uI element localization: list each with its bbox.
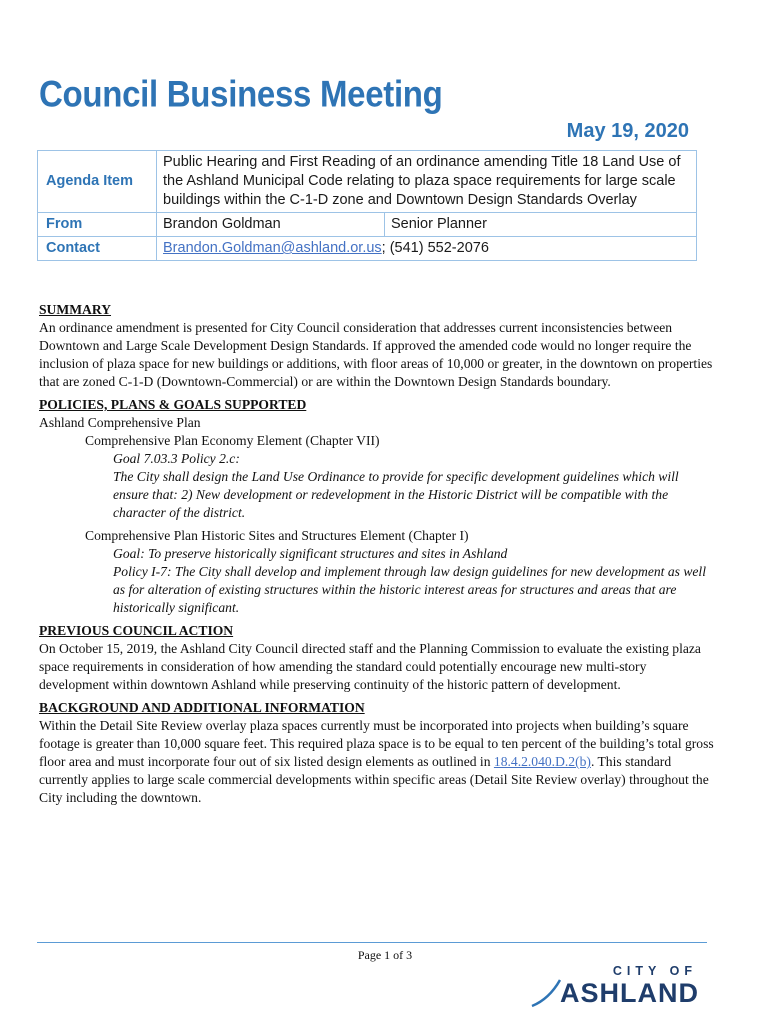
agenda-label: Agenda Item (38, 151, 157, 213)
contact-email-link[interactable]: Brandon.Goldman@ashland.or.us (163, 240, 382, 256)
background-text-after: . This standard currently applies to large scale commercial developments within specific areas (Detail Site Review overlay) throughout the City including the downtown. (39, 754, 709, 805)
policies-element-economy: Comprehensive Plan Economy Element (Chapter VII) (85, 433, 380, 448)
page-title: Council Business Meeting (39, 73, 443, 115)
logo-ashland: ASHLAND (560, 978, 699, 1008)
document-body (39, 301, 715, 807)
contact-row (38, 237, 697, 261)
agenda-row (38, 151, 697, 213)
logo-city-of: CITY OF (612, 964, 697, 978)
policies-goal-economy-text: The City shall design the Land Use Ordinance to provide for specific development guidelines which will ensure that: 2) New development or redevelopment in the Historic District will be compatible with the character of the district. (113, 469, 679, 520)
meeting-date: May 19, 2020 (566, 120, 689, 142)
agenda-table (37, 150, 697, 261)
previous-action-heading: PREVIOUS COUNCIL ACTION (39, 623, 234, 638)
background-text-before: Within the Detail Site Review overlay plaza spaces currently must be incorporated into projects when building’s square footage is greater than 10,000 square feet. This required plaza space is to be equal to ten percent of the building’s total gross floor area and must incorporate four out of six listed design elements as outlined in (39, 718, 714, 769)
policies-goal-economy: Goal 7.03.3 Policy 2.c: (113, 451, 240, 466)
background-text (39, 717, 715, 807)
from-title: Senior Planner (385, 213, 697, 237)
policies-heading: POLICIES, PLANS & GOALS SUPPORTED (39, 397, 307, 412)
code-section-link[interactable]: 18.4.2.040.D.2(b) (493, 754, 591, 769)
policies-goal-historic: Goal: To preserve historically significant structures and sites in Ashland (113, 546, 508, 561)
background-heading: BACKGROUND AND ADDITIONAL INFORMATION (39, 700, 365, 715)
footer-divider (37, 942, 707, 943)
contact-value (157, 237, 697, 261)
contact-label: Contact (38, 237, 157, 261)
from-row (38, 213, 697, 237)
contact-phone: ; (541) 552-2076 (381, 240, 489, 256)
policies-goal-historic-text: Policy I-7: The City shall develop and implement through law design guidelines for new development as well as for alteration of existing structures within the historic interest areas for structures and areas that are historically significant. (113, 564, 706, 615)
from-name: Brandon Goldman (157, 213, 385, 237)
agenda-value: Public Hearing and First Reading of an ordinance amending Title 18 Land Use of the Ashland Municipal Code relating to plaza space requirements for large scale buildings within the C-1-D zone and Downtown Design Standards Overlay (157, 151, 697, 213)
from-label: From (38, 213, 157, 237)
policies-plan: Ashland Comprehensive Plan (39, 415, 201, 430)
summary-heading: SUMMARY (39, 302, 112, 317)
logo-swoosh-icon (530, 976, 562, 1012)
previous-action-text: On October 15, 2019, the Ashland City Council directed staff and the Planning Commission to evaluate the existing plaza space requirements in consideration of how amending the standard could potentially encourage new multi-story development within downtown Ashland while preserving continuity of the historic pattern of development. (39, 641, 701, 692)
city-logo (530, 964, 705, 1012)
summary-text: An ordinance amendment is presented for City Council consideration that addresses current inconsistencies between Downtown and Large Scale Development Design Standards. If approved the amended code would no longer require the inclusion of plaza space for new buildings or additions, with floor areas of 10,000 or greater, in the downtown on properties that are zoned C-1-D (Downtown-Commercial) or are within the Downtown Design Standards boundary. (39, 320, 713, 389)
policies-element-historic: Comprehensive Plan Historic Sites and Structures Element (Chapter I) (85, 528, 469, 543)
page-number: Page 1 of 3 (357, 948, 413, 962)
